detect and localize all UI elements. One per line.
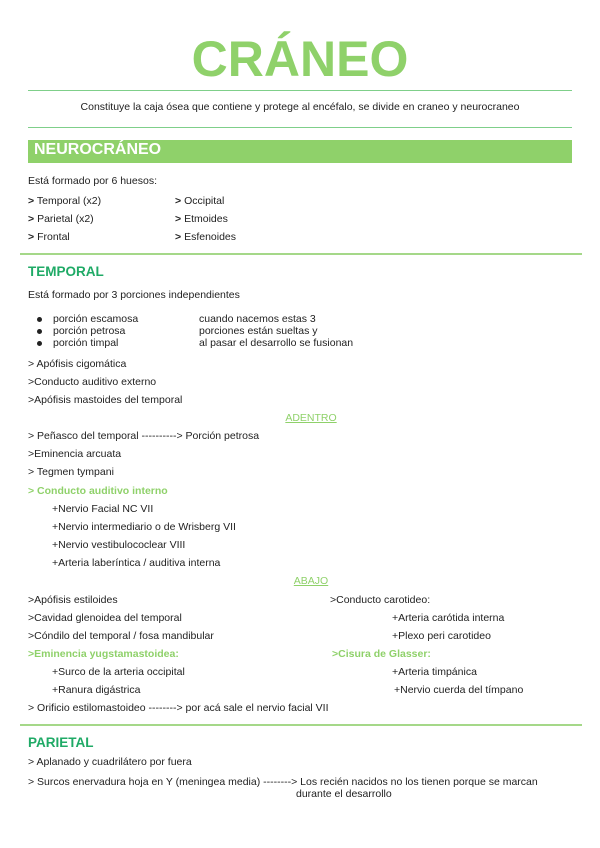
bone-item bbox=[28, 213, 94, 225]
list-item-continuation: durante el desarrollo bbox=[296, 788, 392, 800]
bone-label: Etmoides bbox=[184, 213, 228, 225]
bone-label: Parietal (x2) bbox=[37, 213, 94, 225]
section-divider bbox=[20, 253, 582, 255]
bone-item bbox=[28, 231, 70, 243]
bullet-marker: > bbox=[175, 231, 182, 243]
cai-label: > Conducto auditivo interno bbox=[28, 485, 168, 497]
list-item: > Tegmen tympani bbox=[28, 466, 114, 478]
list-item: >Conducto auditivo externo bbox=[28, 376, 157, 388]
bullet-marker: > bbox=[28, 195, 35, 207]
page-title: CRÁNEO bbox=[191, 31, 409, 87]
list-item: porción timpal bbox=[53, 337, 119, 349]
list-item: > Peñasco del temporal ----------> Porción petrosa bbox=[28, 430, 260, 442]
sub-item: +Nervio vestibulococlear VIII bbox=[52, 539, 186, 551]
abajo-label: ABAJO bbox=[293, 575, 329, 587]
list-item: > Apófisis cigomática bbox=[28, 358, 127, 370]
neurocraneo-banner bbox=[28, 140, 572, 163]
temporal-heading: TEMPORAL bbox=[28, 264, 104, 279]
title-divider-top bbox=[28, 90, 572, 91]
bone-item bbox=[175, 213, 228, 225]
list-item: > Aplanado y cuadrilátero por fuera bbox=[28, 756, 192, 768]
sub-item: +Ranura digástrica bbox=[52, 684, 141, 696]
neurocraneo-intro: Está formado por 6 huesos: bbox=[28, 175, 157, 187]
sub-item: +Plexo peri carotideo bbox=[392, 630, 491, 642]
list-item: porción petrosa bbox=[53, 325, 126, 337]
sub-item: +Nervio intermediario o de Wrisberg VII bbox=[52, 521, 236, 533]
glasser-label: >Cisura de Glasser: bbox=[332, 648, 431, 660]
temporal-intro: Está formado por 3 porciones independientes bbox=[28, 289, 240, 301]
eminencia-label: >Eminencia yugstamastoidea: bbox=[28, 648, 179, 660]
bone-item bbox=[175, 195, 224, 207]
sub-item: +Nervio cuerda del tímpano bbox=[394, 684, 524, 696]
section-divider bbox=[20, 724, 582, 726]
sub-item: +Nervio Facial NC VII bbox=[52, 503, 154, 515]
bullet-marker: > bbox=[28, 231, 35, 243]
sub-item: +Arteria timpánica bbox=[392, 666, 477, 678]
bullet-marker: > bbox=[28, 213, 35, 225]
bone-label: Frontal bbox=[37, 231, 70, 243]
sub-item: +Arteria carótida interna bbox=[392, 612, 505, 624]
title-divider-bottom bbox=[28, 127, 572, 128]
list-item: >Apófisis mastoides del temporal bbox=[28, 394, 183, 406]
bone-label: Temporal (x2) bbox=[36, 195, 102, 207]
list-item: >Cavidad glenoidea del temporal bbox=[28, 612, 182, 624]
bone-item bbox=[175, 231, 236, 243]
list-item: > Surcos enervadura hoja en Y (meningea media) --------> Los recién nacidos no los tienen porque se marcan bbox=[28, 776, 538, 788]
sub-item: +Surco de la arteria occipital bbox=[52, 666, 185, 678]
bone-item bbox=[28, 195, 101, 207]
bone-label: Occipital bbox=[184, 195, 225, 207]
fusion-note: al pasar el desarrollo se fusionan bbox=[199, 337, 354, 349]
parietal-heading: PARIETAL bbox=[28, 735, 94, 750]
bone-label: Esfenoides bbox=[184, 231, 237, 243]
sub-item: +Arteria laberíntica / auditiva interna bbox=[52, 557, 221, 569]
fusion-note: porciones están sueltas y bbox=[199, 325, 318, 337]
bullet-marker: > bbox=[175, 213, 182, 225]
list-item: > Orificio estilomastoideo --------> por acá sale el nervio facial VII bbox=[28, 702, 329, 714]
neurocraneo-heading: NEUROCRÁNEO bbox=[34, 141, 162, 158]
list-item: >Cóndilo del temporal / fosa mandibular bbox=[28, 630, 214, 642]
carotid-label: >Conducto carotideo: bbox=[330, 594, 431, 606]
page-subtitle: Constituye la caja ósea que contiene y protege al encéfalo, se divide en craneo y neurocraneo bbox=[80, 101, 520, 113]
fusion-note: cuando nacemos estas 3 bbox=[199, 313, 316, 325]
bullet-marker: > bbox=[175, 195, 182, 207]
list-item: >Eminencia arcuata bbox=[28, 448, 122, 460]
list-item: porción escamosa bbox=[53, 313, 139, 325]
adentro-label: ADENTRO bbox=[285, 412, 337, 424]
list-item: >Apófisis estiloides bbox=[28, 594, 118, 606]
